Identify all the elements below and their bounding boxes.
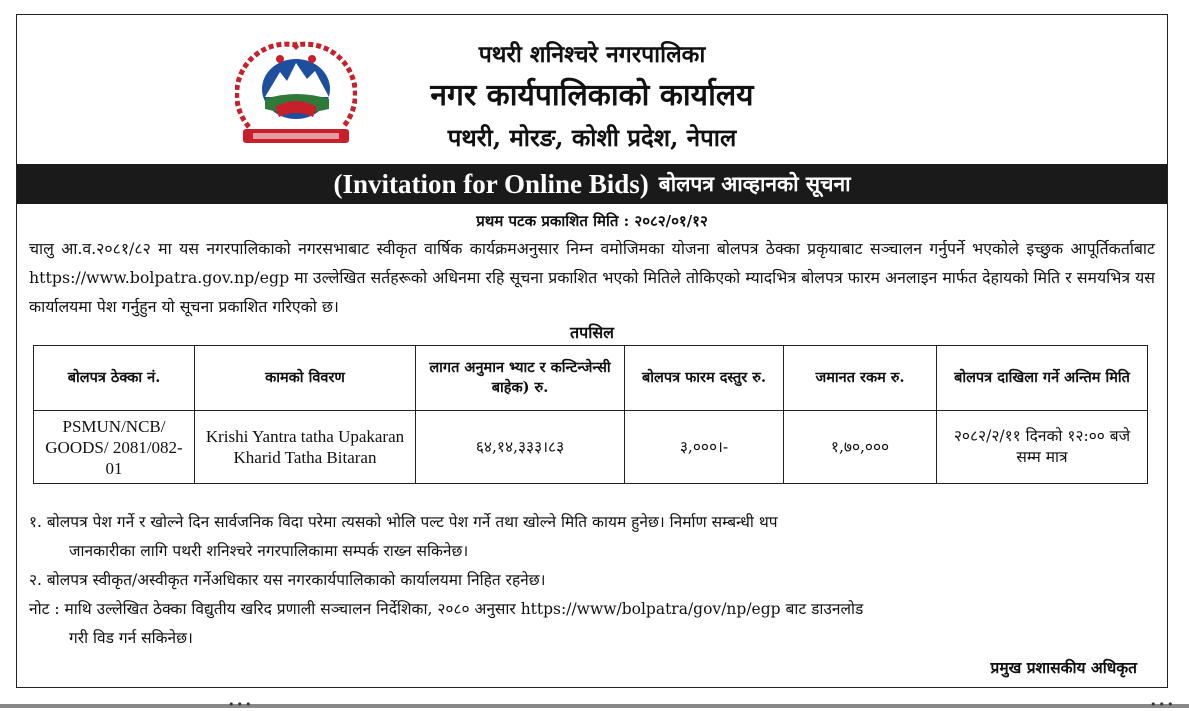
office-address: पथरी, मोरङ, कोशी प्रदेश, नेपाल	[447, 123, 737, 152]
table-title: तपसिल	[569, 323, 615, 342]
signature-title: प्रमुख प्रशासकीय अधिकृत	[990, 658, 1137, 677]
notes-section	[29, 508, 1155, 653]
bid-table	[33, 345, 1148, 484]
note-3-line-1: नोट : माथि उल्लेखित ठेक्का विद्युतीय खरिद प्रणाली सञ्चालन निर्देशिका, २०८० अनुसार https://www/bolpatra/gov/np/egp बाट डाउनलोड	[29, 600, 864, 618]
table-header-row	[34, 346, 1148, 411]
cell-deadline: २०८२/२/११ दिनको १२:०० बजे सम्म मात्र	[937, 411, 1148, 484]
cell-description: Krishi Yantra tatha Upakaran Kharid Tatha Bitaran	[195, 411, 416, 484]
bottom-divider	[0, 704, 1189, 708]
note-2: २. बोलपत्र स्वीकृत/अस्वीकृत गर्नेअधिकार यस नगरकार्यपालिकाको कार्यालयमा निहित रहनेछ।	[29, 571, 546, 589]
divider-ornament-left: •••	[228, 698, 254, 711]
note-1-line-1: १. बोलपत्र पेश गर्ने र खोल्ने दिन सार्वजनिक विदा परेमा त्यसको भोलि पल्ट पेश गर्ने तथा खोल्ने मिति कायम हुनेछ। निर्माण सम्बन्धी थप	[29, 513, 778, 531]
cell-contract-no: PSMUN/NCB/ GOODS/ 2081/082-01	[34, 411, 195, 484]
publication-date: प्रथम पटक प्रकाशित मिति : २०८२/०१/१२	[476, 212, 708, 230]
table-row	[34, 411, 1148, 484]
notice-title-banner	[17, 164, 1167, 204]
note-3-line-2: गरी विड गर्न सकिनेछ।	[69, 629, 193, 647]
cell-form-fee: ३,०००।-	[625, 411, 784, 484]
banner-nepali-title: बोलपत्र आव्हानको सूचना	[658, 171, 851, 196]
header-contract-no: बोलपत्र ठेक्का नं.	[34, 346, 195, 411]
banner-english-title: (Invitation for Online Bids)	[333, 168, 649, 199]
header-cost-estimate: लागत अनुमान भ्याट र कन्टिन्जेन्सी बाहेक) रु.	[416, 346, 625, 411]
cell-cost-estimate: ६४,१४,३३३।८३	[416, 411, 625, 484]
intro-paragraph: चालु आ.व.२०८१/८२ मा यस नगरपालिकाको नगरसभाबाट स्वीकृत वार्षिक कार्यक्रमअनुसार निम्न वमोजिमका योजना बोलपत्र ठेक्का प्रकृयाबाट सञ्चालन गर्नुपर्ने भएकोले इच्छुक आपूर्तिकर्ताबाट https://www.bolpatra.gov.np/egp मा उल्लेखित सर्तहरूको अधिनमा रहि सूचना प्रकाशित भएको मितिले तोकिएको म्यादभित्र बोलपत्र फारम अनलाइन मार्फत देहायको मिति र समयभित्र यस कार्यालयमा पेश गर्नुहुन यो सूचना प्रकाशित गरिएको छ।	[29, 239, 1155, 316]
header-deadline: बोलपत्र दाखिला गर्ने अन्तिम मिति	[937, 346, 1148, 411]
notice-page	[16, 14, 1168, 688]
cell-bid-security: १,७०,०००	[784, 411, 937, 484]
header-form-fee: बोलपत्र फारम दस्तुर रु.	[625, 346, 784, 411]
note-1-line-2: जानकारीका लागि पथरी शनिश्चरे नगरपालिकामा सम्पर्क राख्न सकिनेछ।	[69, 542, 469, 560]
office-name: नगर कार्यपालिकाको कार्यालय	[430, 78, 754, 113]
divider-ornament-right: •••	[1150, 698, 1176, 711]
municipality-name: पथरी शनिश्चरे नगरपालिका	[478, 41, 706, 68]
header-bid-security: जमानत रकम रु.	[784, 346, 937, 411]
header-description: कामको विवरण	[195, 346, 416, 411]
